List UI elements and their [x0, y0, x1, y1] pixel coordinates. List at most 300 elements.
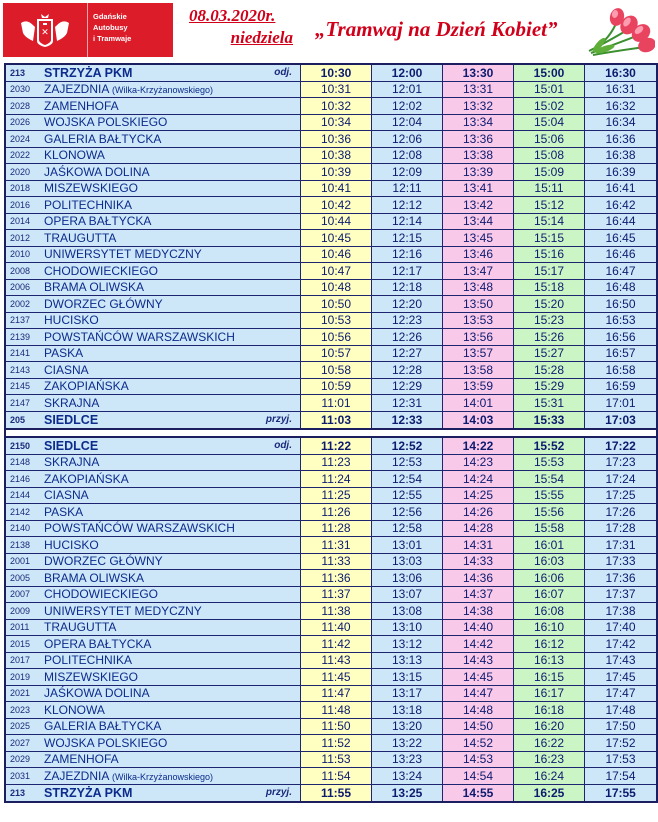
stop-subname: (Wilka-Krzyżanowskiego) — [112, 85, 214, 96]
time-cell: 16:45 — [585, 230, 656, 246]
time-cell: 17:28 — [585, 521, 656, 537]
stop-cell — [6, 395, 301, 411]
time-cell: 16:53 — [585, 313, 656, 329]
time-cell: 12:26 — [372, 329, 443, 345]
stop-name-wrap — [44, 488, 300, 502]
table-row — [6, 752, 656, 769]
stop-name-wrap — [44, 181, 300, 195]
stop-name: WOJSKA POLSKIEGO — [44, 735, 168, 750]
time-cell: 11:52 — [301, 735, 372, 751]
time-cell: 13:36 — [443, 131, 514, 147]
table-row — [6, 653, 656, 670]
time-cell: 10:53 — [301, 313, 372, 329]
table-row — [6, 471, 656, 488]
stop-cell — [6, 438, 301, 454]
time-cell: 14:03 — [443, 412, 514, 429]
stop-name: POLITECHNIKA — [44, 197, 133, 212]
stop-cell — [6, 115, 301, 131]
time-cell: 12:28 — [372, 362, 443, 378]
time-cell: 10:36 — [301, 131, 372, 147]
time-cell: 14:53 — [443, 752, 514, 768]
stop-cell — [6, 471, 301, 487]
time-cell: 15:29 — [514, 379, 585, 395]
stop-code: 2019 — [10, 671, 31, 682]
stop-code: 2018 — [10, 183, 31, 194]
stop-code: 2020 — [10, 166, 31, 177]
date-block — [185, 5, 295, 49]
logo-divider — [87, 3, 88, 57]
stop-code: 2005 — [10, 572, 31, 583]
time-cell: 13:57 — [443, 346, 514, 362]
time-cell: 15:06 — [514, 131, 585, 147]
stop-name: ZAJEZDNIA — [44, 768, 109, 783]
gait-logo — [3, 3, 173, 57]
table-row — [6, 329, 656, 346]
time-cell: 12:20 — [372, 296, 443, 312]
time-cell: 17:50 — [585, 719, 656, 735]
stop-name-wrap — [44, 752, 300, 766]
time-cell: 14:36 — [443, 570, 514, 586]
stop-name-wrap — [44, 247, 300, 261]
time-cell: 11:55 — [301, 785, 372, 802]
stop-code: 2141 — [10, 348, 31, 359]
stop-name-wrap — [44, 214, 300, 228]
time-cell: 13:13 — [372, 653, 443, 669]
stop-name-wrap — [44, 521, 300, 535]
stop-cell — [6, 296, 301, 312]
time-cell: 13:08 — [372, 603, 443, 619]
time-cell: 17:33 — [585, 554, 656, 570]
time-cell: 11:22 — [301, 438, 372, 454]
stop-code: 2010 — [10, 249, 31, 260]
time-cell: 10:59 — [301, 379, 372, 395]
time-cell: 10:32 — [301, 98, 372, 114]
time-cell: 13:39 — [443, 164, 514, 180]
time-cell: 12:17 — [372, 263, 443, 279]
stop-code: 2031 — [10, 770, 31, 781]
table-row — [6, 197, 656, 214]
stop-name: BRAMA OLIWSKA — [44, 280, 145, 295]
stop-cell — [6, 636, 301, 652]
stop-name: OPERA BAŁTYCKA — [44, 636, 152, 651]
time-cell: 14:55 — [443, 785, 514, 802]
table-row — [6, 181, 656, 198]
stop-name-wrap — [44, 686, 300, 700]
table-row — [6, 395, 656, 412]
time-cell: 10:34 — [301, 115, 372, 131]
stop-cell — [6, 653, 301, 669]
time-cell: 15:53 — [514, 455, 585, 471]
time-cell: 12:06 — [372, 131, 443, 147]
time-cell: 11:47 — [301, 686, 372, 702]
table-row — [6, 554, 656, 571]
table-row — [6, 603, 656, 620]
table-row — [6, 735, 656, 752]
stop-code: 2029 — [10, 754, 31, 765]
table-row — [6, 263, 656, 280]
stop-name: CHODOWIECKIEGO — [44, 587, 159, 602]
stop-cell — [6, 247, 301, 263]
time-cell: 14:42 — [443, 636, 514, 652]
time-cell: 15:12 — [514, 197, 585, 213]
time-cell: 12:29 — [372, 379, 443, 395]
stop-code: 2008 — [10, 265, 31, 276]
stop-name-wrap — [44, 769, 300, 783]
tulips-image — [579, 5, 655, 57]
logo-text-line: i Tramwaje — [93, 34, 132, 43]
stop-code: 2140 — [10, 523, 31, 534]
stop-cell — [6, 181, 301, 197]
time-cell: 14:47 — [443, 686, 514, 702]
table-row — [6, 65, 656, 82]
table-row — [6, 247, 656, 264]
time-cell: 12:14 — [372, 214, 443, 230]
time-cell: 10:42 — [301, 197, 372, 213]
time-cell: 12:53 — [372, 455, 443, 471]
stop-name: JAŚKOWA DOLINA — [44, 686, 150, 701]
time-cell: 13:32 — [443, 98, 514, 114]
time-cell: 16:47 — [585, 263, 656, 279]
stop-cell — [6, 455, 301, 471]
time-cell: 12:12 — [372, 197, 443, 213]
time-cell: 10:58 — [301, 362, 372, 378]
time-cell: 16:31 — [585, 82, 656, 98]
time-cell: 12:15 — [372, 230, 443, 246]
stop-code: 2028 — [10, 100, 31, 111]
stop-name: TRAUGUTTA — [44, 230, 117, 245]
time-cell: 13:58 — [443, 362, 514, 378]
time-cell: 17:48 — [585, 702, 656, 718]
time-cell: 12:09 — [372, 164, 443, 180]
gdansk-coat-of-arms-icon — [17, 13, 73, 47]
time-cell: 15:20 — [514, 296, 585, 312]
time-cell: 15:54 — [514, 471, 585, 487]
time-cell: 17:38 — [585, 603, 656, 619]
time-cell: 17:26 — [585, 504, 656, 520]
stop-name-wrap — [44, 396, 300, 410]
stop-code: 2007 — [10, 589, 31, 600]
table-row — [6, 537, 656, 554]
time-cell: 13:44 — [443, 214, 514, 230]
time-cell: 17:55 — [585, 785, 656, 802]
stop-cell — [6, 620, 301, 636]
stop-code: 2144 — [10, 490, 31, 501]
stop-code: 2025 — [10, 721, 31, 732]
stop-cell — [6, 537, 301, 553]
time-cell: 14:45 — [443, 669, 514, 685]
stop-code: 2017 — [10, 655, 31, 666]
stop-name-wrap — [44, 604, 300, 618]
stop-name: CHODOWIECKIEGO — [44, 263, 159, 278]
time-cell: 12:02 — [372, 98, 443, 114]
table-row — [6, 488, 656, 505]
logo-text — [93, 11, 173, 44]
table-row — [6, 230, 656, 247]
time-cell: 17:36 — [585, 570, 656, 586]
time-cell: 13:10 — [372, 620, 443, 636]
time-cell: 17:03 — [585, 412, 656, 429]
stop-cell — [6, 521, 301, 537]
stop-cell — [6, 768, 301, 784]
stop-cell — [6, 719, 301, 735]
time-cell: 15:28 — [514, 362, 585, 378]
stop-cell — [6, 587, 301, 603]
stop-cell — [6, 164, 301, 180]
stop-code: 2002 — [10, 298, 31, 309]
time-cell: 11:43 — [301, 653, 372, 669]
time-cell: 13:30 — [443, 65, 514, 81]
time-cell: 14:26 — [443, 504, 514, 520]
stop-name-wrap — [44, 653, 300, 667]
stop-name-wrap — [44, 637, 300, 651]
time-cell: 12:01 — [372, 82, 443, 98]
time-cell: 16:01 — [514, 537, 585, 553]
time-cell: 13:41 — [443, 181, 514, 197]
time-cell: 14:31 — [443, 537, 514, 553]
stop-name-wrap — [44, 786, 266, 800]
timetable — [4, 63, 658, 803]
time-cell: 16:23 — [514, 752, 585, 768]
logo-text-line: Gdańskie — [93, 12, 127, 21]
stop-name: ZAJEZDNIA — [44, 82, 109, 97]
table-row — [6, 280, 656, 297]
stop-name-wrap — [44, 330, 300, 344]
time-cell: 14:40 — [443, 620, 514, 636]
stop-name-wrap — [44, 538, 300, 552]
stop-name: PASKA — [44, 504, 84, 519]
stop-code: 2027 — [10, 737, 31, 748]
stop-name: KLONOWA — [44, 702, 105, 717]
time-cell: 13:47 — [443, 263, 514, 279]
stop-name: MISZEWSKIEGO — [44, 181, 139, 196]
time-cell: 16:42 — [585, 197, 656, 213]
time-cell: 13:31 — [443, 82, 514, 98]
time-cell: 16:46 — [585, 247, 656, 263]
time-cell: 16:08 — [514, 603, 585, 619]
stop-cell — [6, 570, 301, 586]
stop-code: 2146 — [10, 473, 31, 484]
stop-name: GALERIA BAŁTYCKA — [44, 131, 162, 146]
time-cell: 13:45 — [443, 230, 514, 246]
stop-cell — [6, 412, 301, 429]
time-cell: 16:38 — [585, 148, 656, 164]
time-cell: 17:53 — [585, 752, 656, 768]
stop-name-wrap — [44, 165, 300, 179]
stop-name: OPERA BAŁTYCKA — [44, 214, 152, 229]
time-cell: 11:45 — [301, 669, 372, 685]
timetable-section — [6, 438, 656, 801]
time-cell: 17:47 — [585, 686, 656, 702]
stop-name-wrap — [44, 132, 300, 146]
stop-cell — [6, 313, 301, 329]
stop-cell — [6, 98, 301, 114]
stop-code: 2001 — [10, 556, 31, 567]
stop-name-wrap — [44, 719, 300, 733]
stop-name: KLONOWA — [44, 148, 105, 163]
time-cell: 16:22 — [514, 735, 585, 751]
time-cell: 16:30 — [585, 65, 656, 81]
stop-name-wrap — [44, 455, 300, 469]
time-cell: 13:48 — [443, 280, 514, 296]
stop-name-wrap — [44, 297, 300, 311]
time-cell: 10:46 — [301, 247, 372, 263]
stop-name: POWSTAŃCÓW WARSZAWSKICH — [44, 329, 235, 344]
time-cell: 10:47 — [301, 263, 372, 279]
time-cell: 11:33 — [301, 554, 372, 570]
stop-code: 205 — [10, 414, 26, 425]
time-cell: 14:33 — [443, 554, 514, 570]
time-cell: 15:27 — [514, 346, 585, 362]
table-row — [6, 98, 656, 115]
time-cell: 15:00 — [514, 65, 585, 81]
stop-name-wrap — [44, 66, 274, 80]
stop-code: 2015 — [10, 638, 31, 649]
stop-cell — [6, 214, 301, 230]
time-cell: 16:10 — [514, 620, 585, 636]
day-text: niedziela — [230, 28, 293, 47]
table-row — [6, 131, 656, 148]
stop-name: DWORZEC GŁÓWNY — [44, 296, 163, 311]
table-row — [6, 504, 656, 521]
stop-name: SIEDLCE — [44, 438, 99, 453]
stop-name-wrap — [44, 148, 300, 162]
time-cell: 15:55 — [514, 488, 585, 504]
time-cell: 15:11 — [514, 181, 585, 197]
table-row — [6, 148, 656, 165]
stop-code: 2030 — [10, 84, 31, 95]
time-cell: 10:48 — [301, 280, 372, 296]
time-cell: 13:53 — [443, 313, 514, 329]
stop-code: 2026 — [10, 117, 31, 128]
stop-name-wrap — [44, 472, 300, 486]
stop-name: BRAMA OLIWSKA — [44, 570, 145, 585]
time-cell: 14:38 — [443, 603, 514, 619]
time-cell: 10:41 — [301, 181, 372, 197]
time-cell: 14:24 — [443, 471, 514, 487]
section-separator — [6, 428, 656, 438]
time-cell: 13:42 — [443, 197, 514, 213]
table-row — [6, 455, 656, 472]
stop-name: STRZYŻA PKM — [44, 785, 133, 800]
time-cell: 14:01 — [443, 395, 514, 411]
table-row — [6, 686, 656, 703]
stop-name-wrap — [44, 313, 300, 327]
stop-name-wrap — [44, 413, 266, 427]
stop-code: 2143 — [10, 364, 31, 375]
stop-code: 2022 — [10, 150, 31, 161]
time-cell: 15:33 — [514, 412, 585, 429]
time-cell: 13:07 — [372, 587, 443, 603]
time-cell: 12:58 — [372, 521, 443, 537]
time-cell: 14:28 — [443, 521, 514, 537]
time-cell: 14:48 — [443, 702, 514, 718]
time-cell: 15:01 — [514, 82, 585, 98]
time-cell: 11:50 — [301, 719, 372, 735]
time-cell: 16:57 — [585, 346, 656, 362]
time-cell: 15:52 — [514, 438, 585, 454]
stop-name-wrap — [44, 115, 300, 129]
time-cell: 11:40 — [301, 620, 372, 636]
table-row — [6, 702, 656, 719]
time-cell: 16:17 — [514, 686, 585, 702]
time-cell: 12:00 — [372, 65, 443, 81]
time-cell: 10:57 — [301, 346, 372, 362]
time-cell: 11:28 — [301, 521, 372, 537]
page-title: „Tramwaj na Dzień Kobiet” — [315, 17, 558, 41]
table-row — [6, 115, 656, 132]
table-row — [6, 669, 656, 686]
time-cell: 14:50 — [443, 719, 514, 735]
stop-code: 2011 — [10, 622, 30, 633]
time-cell: 13:24 — [372, 768, 443, 784]
stop-code: 2016 — [10, 199, 31, 210]
time-cell: 12:11 — [372, 181, 443, 197]
stop-name: CIASNA — [44, 488, 89, 503]
stop-cell — [6, 669, 301, 685]
stop-name: STRZYŻA PKM — [44, 65, 133, 80]
stop-name-wrap — [44, 280, 300, 294]
time-cell: 16:18 — [514, 702, 585, 718]
time-cell: 16:03 — [514, 554, 585, 570]
stop-code: 2138 — [10, 539, 31, 550]
stop-name-wrap — [44, 198, 300, 212]
table-row — [6, 768, 656, 785]
time-cell: 17:01 — [585, 395, 656, 411]
stop-cell — [6, 379, 301, 395]
stop-name-wrap — [44, 99, 300, 113]
time-cell: 13:15 — [372, 669, 443, 685]
time-cell: 13:34 — [443, 115, 514, 131]
time-cell: 10:50 — [301, 296, 372, 312]
time-cell: 17:54 — [585, 768, 656, 784]
table-row — [6, 412, 656, 429]
time-cell: 13:46 — [443, 247, 514, 263]
stop-cell — [6, 603, 301, 619]
stop-cell — [6, 82, 301, 98]
stop-cell — [6, 280, 301, 296]
stop-name-wrap — [44, 571, 300, 585]
stop-name: ZAKOPIAŃSKA — [44, 379, 129, 394]
stop-code: 2147 — [10, 397, 31, 408]
time-cell: 12:31 — [372, 395, 443, 411]
time-cell: 14:23 — [443, 455, 514, 471]
page-header — [3, 3, 655, 61]
time-cell: 17:42 — [585, 636, 656, 652]
stop-cell — [6, 148, 301, 164]
time-cell: 10:45 — [301, 230, 372, 246]
time-cell: 15:26 — [514, 329, 585, 345]
time-cell: 16:07 — [514, 587, 585, 603]
time-cell: 11:37 — [301, 587, 372, 603]
stop-code: 2014 — [10, 216, 31, 227]
departure-arrival-marker: odj. — [274, 67, 292, 79]
time-cell: 17:45 — [585, 669, 656, 685]
stop-cell — [6, 554, 301, 570]
time-cell: 12:27 — [372, 346, 443, 362]
time-cell: 12:33 — [372, 412, 443, 429]
stop-cell — [6, 504, 301, 520]
time-cell: 15:31 — [514, 395, 585, 411]
stop-name: WOJSKA POLSKIEGO — [44, 115, 168, 130]
time-cell: 11:36 — [301, 570, 372, 586]
time-cell: 16:56 — [585, 329, 656, 345]
time-cell: 14:25 — [443, 488, 514, 504]
table-row — [6, 362, 656, 379]
stop-name-wrap — [44, 670, 300, 684]
departure-arrival-marker: odj. — [274, 440, 292, 452]
time-cell: 15:23 — [514, 313, 585, 329]
time-cell: 11:53 — [301, 752, 372, 768]
